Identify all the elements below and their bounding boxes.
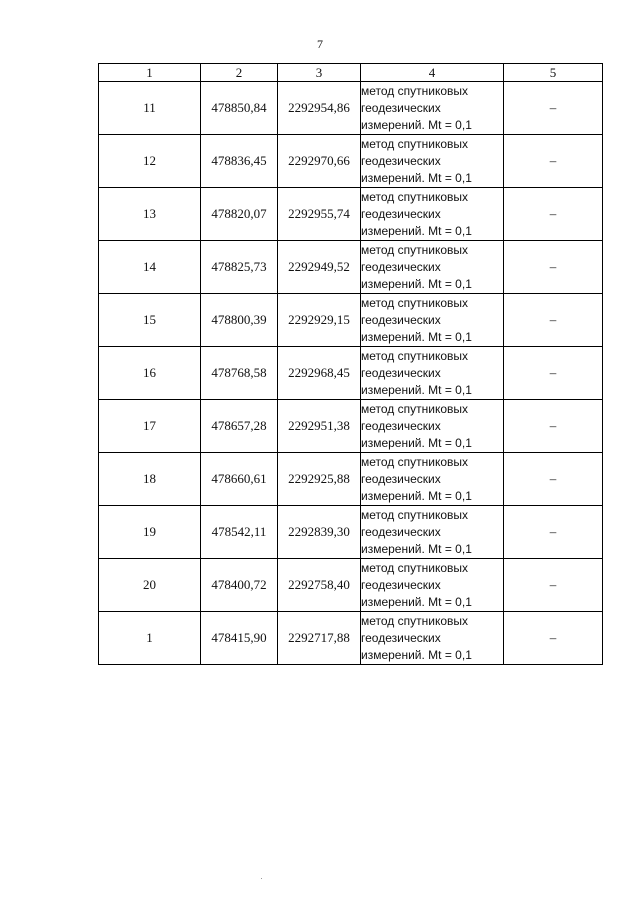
method-description-line: метод спутниковых <box>361 507 469 522</box>
method-description-line: измерений. Mt = 0,1 <box>361 647 472 662</box>
note-cell: – <box>504 453 603 506</box>
point-number-cell: 14 <box>99 241 201 294</box>
method-description-line: измерений. Mt = 0,1 <box>361 117 472 132</box>
note-cell: – <box>504 506 603 559</box>
x-coordinate-cell: 478768,58 <box>201 347 278 400</box>
note-cell: – <box>504 135 603 188</box>
method-description-line: измерений. Mt = 0,1 <box>361 223 472 238</box>
y-coordinate-cell: 2292717,88 <box>278 612 361 665</box>
x-coordinate-cell: 478542,11 <box>201 506 278 559</box>
scan-speck <box>261 878 262 879</box>
method-description-line: метод спутниковых <box>361 189 469 204</box>
method-description-line: измерений. Mt = 0,1 <box>361 435 472 450</box>
y-coordinate-cell: 2292968,45 <box>278 347 361 400</box>
point-number-cell: 13 <box>99 188 201 241</box>
x-coordinate-cell: 478400,72 <box>201 559 278 612</box>
method-description-cell <box>361 453 504 506</box>
method-description-line: геодезических <box>361 259 441 274</box>
y-coordinate-cell: 2292951,38 <box>278 400 361 453</box>
y-coordinate-cell: 2292925,88 <box>278 453 361 506</box>
note-cell: – <box>504 400 603 453</box>
column-header: 5 <box>504 64 603 82</box>
table-row <box>99 82 603 135</box>
method-description-line: метод спутниковых <box>361 454 469 469</box>
y-coordinate-cell: 2292955,74 <box>278 188 361 241</box>
table-row <box>99 453 603 506</box>
column-header: 4 <box>361 64 504 82</box>
method-description-line: метод спутниковых <box>361 348 469 363</box>
method-description-line: измерений. Mt = 0,1 <box>361 488 472 503</box>
method-description-cell <box>361 559 504 612</box>
point-number-cell: 11 <box>99 82 201 135</box>
method-description-cell <box>361 82 504 135</box>
method-description-line: геодезических <box>361 524 441 539</box>
x-coordinate-cell: 478850,84 <box>201 82 278 135</box>
method-description-line: геодезических <box>361 206 441 221</box>
method-description-line: геодезических <box>361 312 441 327</box>
column-header: 1 <box>99 64 201 82</box>
method-description-line: метод спутниковых <box>361 613 469 628</box>
page-number: 7 <box>317 37 323 51</box>
method-description-line: метод спутниковых <box>361 136 469 151</box>
x-coordinate-cell: 478660,61 <box>201 453 278 506</box>
point-number-cell: 1 <box>99 612 201 665</box>
table-row <box>99 135 603 188</box>
note-cell: – <box>504 241 603 294</box>
coordinates-table <box>98 63 603 665</box>
note-cell: – <box>504 347 603 400</box>
y-coordinate-cell: 2292949,52 <box>278 241 361 294</box>
table-row <box>99 347 603 400</box>
method-description-cell <box>361 241 504 294</box>
table-header-row <box>99 64 603 82</box>
y-coordinate-cell: 2292758,40 <box>278 559 361 612</box>
method-description-line: измерений. Mt = 0,1 <box>361 594 472 609</box>
method-description-line: метод спутниковых <box>361 83 469 98</box>
x-coordinate-cell: 478825,73 <box>201 241 278 294</box>
point-number-cell: 20 <box>99 559 201 612</box>
method-description-line: измерений. Mt = 0,1 <box>361 329 472 344</box>
y-coordinate-cell: 2292954,86 <box>278 82 361 135</box>
method-description-cell <box>361 347 504 400</box>
method-description-line: геодезических <box>361 365 441 380</box>
table-row <box>99 400 603 453</box>
method-description-cell <box>361 612 504 665</box>
table-row <box>99 294 603 347</box>
method-description-cell <box>361 135 504 188</box>
x-coordinate-cell: 478836,45 <box>201 135 278 188</box>
note-cell: – <box>504 559 603 612</box>
method-description-line: измерений. Mt = 0,1 <box>361 170 472 185</box>
note-cell: – <box>504 294 603 347</box>
y-coordinate-cell: 2292970,66 <box>278 135 361 188</box>
method-description-line: метод спутниковых <box>361 242 469 257</box>
method-description-line: метод спутниковых <box>361 401 469 416</box>
point-number-cell: 18 <box>99 453 201 506</box>
method-description-cell <box>361 506 504 559</box>
column-header: 3 <box>278 64 361 82</box>
y-coordinate-cell: 2292839,30 <box>278 506 361 559</box>
x-coordinate-cell: 478800,39 <box>201 294 278 347</box>
x-coordinate-cell: 478415,90 <box>201 612 278 665</box>
note-cell: – <box>504 82 603 135</box>
point-number-cell: 16 <box>99 347 201 400</box>
method-description-line: геодезических <box>361 577 441 592</box>
method-description-cell <box>361 294 504 347</box>
point-number-cell: 17 <box>99 400 201 453</box>
table-row <box>99 188 603 241</box>
method-description-line: измерений. Mt = 0,1 <box>361 382 472 397</box>
x-coordinate-cell: 478820,07 <box>201 188 278 241</box>
method-description-line: геодезических <box>361 153 441 168</box>
table-row <box>99 612 603 665</box>
table-row <box>99 241 603 294</box>
method-description-line: геодезических <box>361 100 441 115</box>
method-description-line: метод спутниковых <box>361 560 469 575</box>
method-description-line: измерений. Mt = 0,1 <box>361 541 472 556</box>
method-description-line: геодезических <box>361 471 441 486</box>
note-cell: – <box>504 188 603 241</box>
method-description-cell <box>361 188 504 241</box>
column-header: 2 <box>201 64 278 82</box>
x-coordinate-cell: 478657,28 <box>201 400 278 453</box>
table-row <box>99 506 603 559</box>
method-description-line: измерений. Mt = 0,1 <box>361 276 472 291</box>
point-number-cell: 12 <box>99 135 201 188</box>
table-row <box>99 559 603 612</box>
point-number-cell: 15 <box>99 294 201 347</box>
point-number-cell: 19 <box>99 506 201 559</box>
table-body <box>99 82 603 665</box>
method-description-cell <box>361 400 504 453</box>
method-description-line: геодезических <box>361 418 441 433</box>
note-cell: – <box>504 612 603 665</box>
method-description-line: метод спутниковых <box>361 295 469 310</box>
method-description-line: геодезических <box>361 630 441 645</box>
y-coordinate-cell: 2292929,15 <box>278 294 361 347</box>
